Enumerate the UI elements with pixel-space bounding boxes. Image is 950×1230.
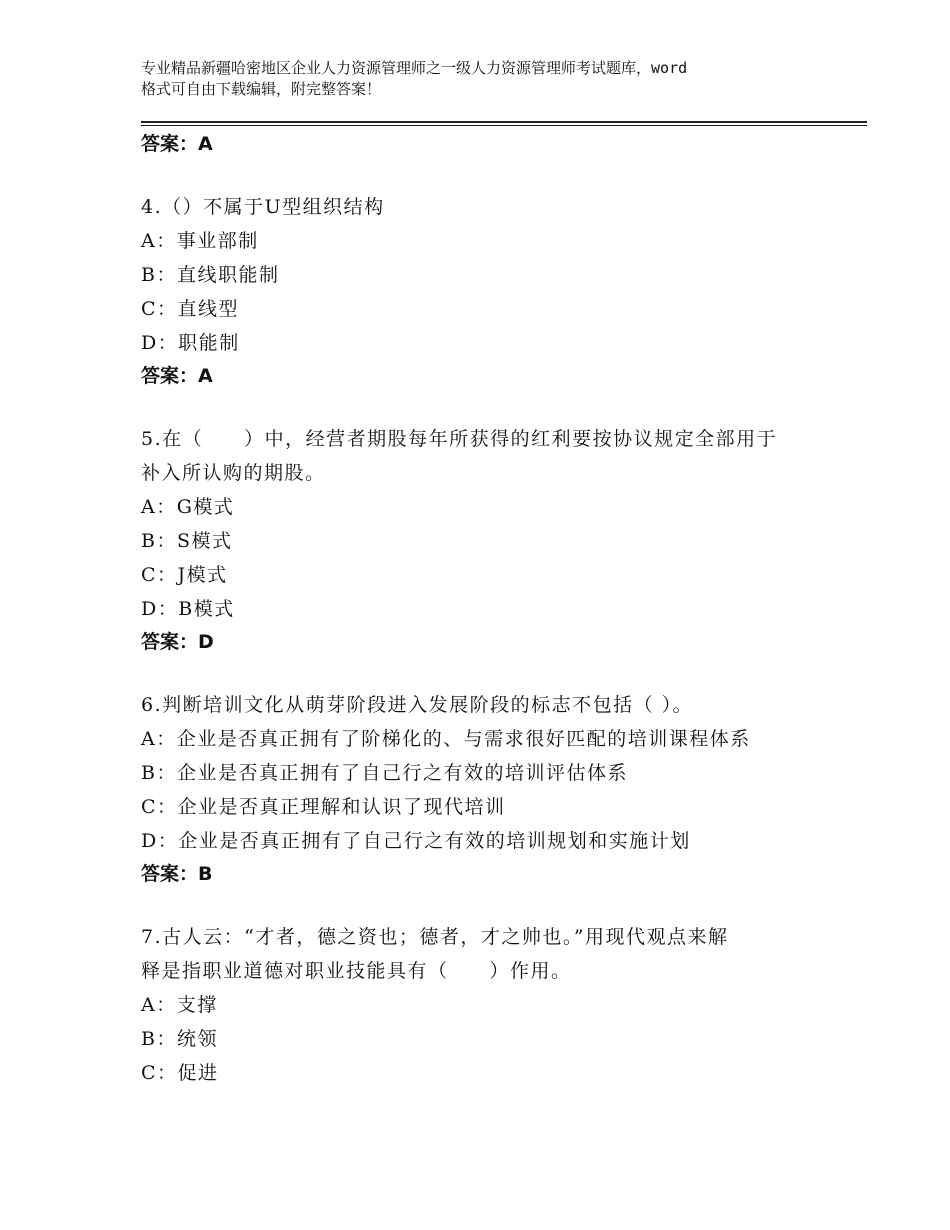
header-line-1: 专业精品新疆哈密地区企业人力资源管理师之一级人力资源管理师考试题库，word [141,59,688,77]
stem-line: 6.判断培训文化从萌芽阶段进入发展阶段的标志不包括（ ）。 [141,694,694,716]
option-b: B：统领 [141,1028,218,1050]
option-c: C：企业是否真正理解和认识了现代培训 [141,796,506,818]
question-list [141,128,841,1090]
question-stem [141,190,841,224]
question-stem [141,422,841,490]
question-item [141,190,841,392]
option-c: C：直线型 [141,298,240,320]
header-rule-thick [141,121,867,123]
option-d: D：B模式 [141,598,235,620]
stem-line: 7.古人云：“才者，德之资也；德者，才之帅也。”用现代观点来解 [141,926,729,948]
option-b: B：S模式 [141,530,233,552]
answer-line: 答案：B [141,863,213,885]
answer-line: 答案：A [141,133,213,155]
option-d: D：企业是否真正拥有了自己行之有效的培训规划和实施计划 [141,830,691,852]
answer-line: 答案：D [141,631,214,653]
option-d: D：职能制 [141,332,240,354]
question-item [141,688,841,890]
question-stem [141,920,841,988]
option-a: A：企业是否真正拥有了阶梯化的、与需求很好匹配的培训课程体系 [141,728,751,750]
option-a: A：事业部制 [141,230,259,252]
option-c: C：促进 [141,1062,219,1084]
stem-line: 5.在（ ）中，经营者期股每年所获得的红利要按协议规定全部用于 [141,428,778,450]
option-a: A：G模式 [141,496,235,518]
stem-line: 释是指职业道德对职业技能具有（ ）作用。 [141,960,572,982]
option-b: B：直线职能制 [141,264,280,286]
option-a: A：支撑 [141,994,218,1016]
page-header [141,58,841,100]
option-c: C：J模式 [141,564,228,586]
answer-line: 答案：A [141,365,213,387]
header-rule-thin [141,125,867,126]
stem-line: 4.（）不属于U型组织结构 [141,196,385,218]
question-stem [141,688,841,722]
question-item [141,920,841,1090]
stem-line: 补入所认购的期股。 [141,462,326,484]
question-item [141,422,841,658]
option-b: B：企业是否真正拥有了自己行之有效的培训评估体系 [141,762,628,784]
header-line-2: 格式可自由下载编辑，附完整答案！ [141,80,382,98]
